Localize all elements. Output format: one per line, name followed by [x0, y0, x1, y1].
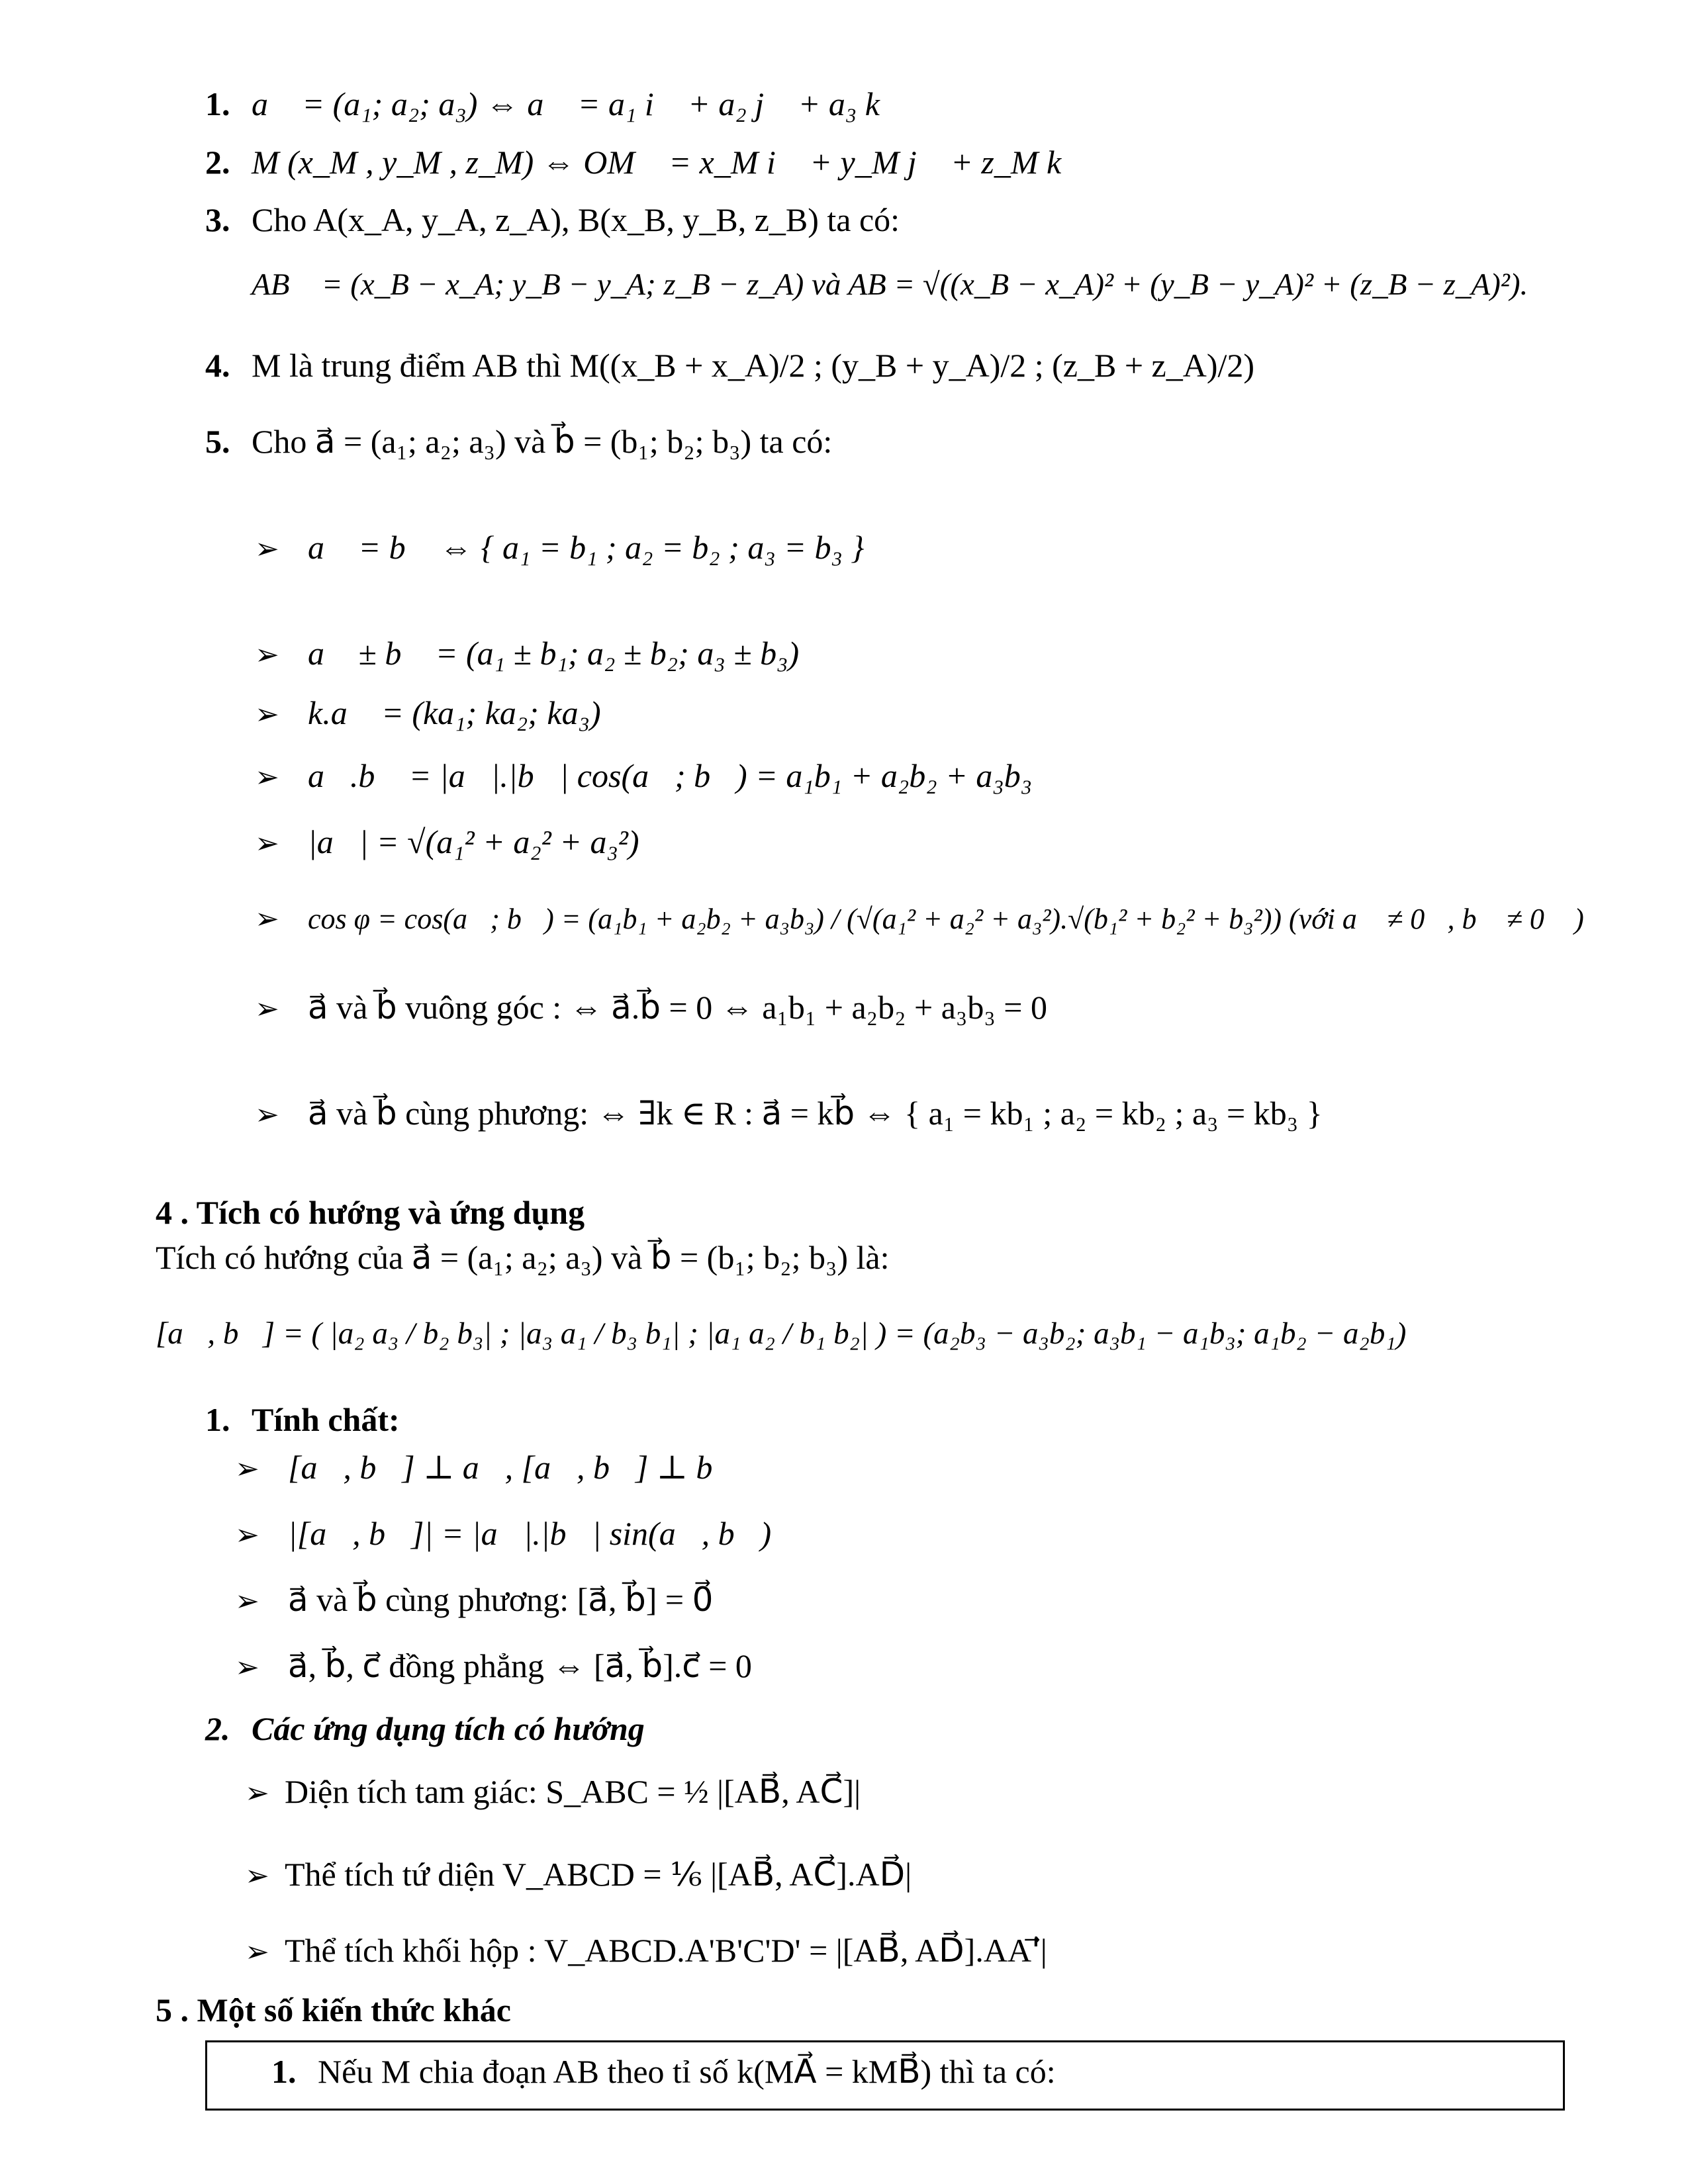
formula-text: AB⃗ = (x_B − x_A; y_B − y_A; z_B − z_A) và AB = √((x_B − x_A)² + (y_B − y_A)² + (z_B − z_A)²). [252, 267, 1528, 302]
bullet-item: ➢ cos φ = cos(a⃗; b⃗) = (a₁b₁ + a₂b₂ + a₃b₃) / (√(a₁² + a₂² + a₃²).√(b₁² + b₂² + b₃²)) (với a⃗ ≠ 0⃗, b⃗ ≠ 0⃗ ) [255, 903, 1584, 935]
bullet-item: ➢ [a⃗, b⃗] ⊥ a⃗, [a⃗, b⃗] ⊥ b⃗ [235, 1449, 739, 1486]
paragraph: Tích có hướng của a⃗ = (a₁; a₂; a₃) và b⃗ = (b₁; b₂; b₃) là: [156, 1239, 890, 1276]
subsection-heading: 1. Tính chất: [205, 1401, 400, 1438]
formula-text: M là trung điểm AB thì M((x_B + x_A)/2 ; (y_B + y_A)/2 ; (z_B + z_A)/2) [252, 347, 1255, 384]
list-item: 3. Cho A(x_A, y_A, z_A), B(x_B, y_B, z_B) ta có: [205, 201, 900, 238]
arrow-bullet-icon: ➢ [245, 1936, 269, 1968]
formula-text: Cho A(x_A, y_A, z_A), B(x_B, y_B, z_B) ta có: [252, 201, 900, 238]
arrow-bullet-icon: ➢ [235, 1519, 259, 1551]
section-heading: 4 . Tích có hướng và ứng dụng [156, 1194, 585, 1231]
boxed-note-text: 1. Nếu M chia đoạn AB theo tỉ số k(MA⃗ = kMB⃗) thì ta có: [271, 2053, 1056, 2090]
arrow-bullet-icon: ➢ [255, 761, 279, 794]
section-heading: 5 . Một số kiến thức khác [156, 1991, 511, 2028]
formula-text: M (x_M , y_M , z_M) ⇔ OM⃗ = x_M i⃗ + y_M j⃗ + z_M k⃗ [252, 144, 1088, 181]
bullet-item: ➢ k.a⃗ = (ka₁; ka₂; ka₃) [255, 694, 601, 731]
bullet-item: ➢ |a⃗| = √(a₁² + a₂² + a₃²) [255, 823, 639, 860]
bullet-item: ➢ Thể tích khối hộp : V_ABCD.A'B'C'D' = |[AB⃗, AD⃗].AA'⃗| [245, 1932, 1047, 1969]
list-item: 5. Cho a⃗ = (a₁; a₂; a₃) và b⃗ = (b₁; b₂; b₃) ta có: [205, 423, 833, 460]
arrow-bullet-icon: ➢ [255, 698, 279, 731]
formula-block: [a⃗, b⃗] = ( |a₂ a₃ / b₂ b₃| ; |a₃ a₁ / b₃ b₁| ; |a₁ a₂ / b₁ b₂| ) = (a₂b₃ − a₃b₂; a₃b₁ − a₁b₃; a₁b₂ − a₂b₁) [156, 1316, 1407, 1351]
arrow-bullet-icon: ➢ [235, 1453, 259, 1485]
bullet-item: ➢ a⃗ = b⃗ ⇔ { a₁ = b₁ ; a₂ = b₂ ; a₃ = b₃ } [255, 529, 865, 566]
list-item [252, 268, 1528, 302]
arrow-bullet-icon: ➢ [255, 533, 279, 565]
arrow-bullet-icon: ➢ [245, 1777, 269, 1809]
arrow-bullet-icon: ➢ [255, 903, 279, 935]
bullet-item: ➢ a⃗ và b⃗ cùng phương: [a⃗, b⃗] = 0⃗ [235, 1581, 714, 1618]
list-item: 1. a⃗ = (a₁; a₂; a₃) ⇔ a⃗ = a₁ i⃗ + a₂ j⃗ + a₃ k⃗ [205, 85, 906, 122]
arrow-bullet-icon: ➢ [245, 1860, 269, 1892]
arrow-bullet-icon: ➢ [255, 993, 279, 1025]
list-item: 4. M là trung điểm AB thì M((x_B + x_A)/2 ; (y_B + y_A)/2 ; (z_B + z_A)/2) [205, 347, 1255, 384]
bullet-item: ➢ a⃗ và b⃗ cùng phương: ⇔ ∃k ∈ R : a⃗ = kb⃗ ⇔ { a₁ = kb₁ ; a₂ = kb₂ ; a₃ = kb₃ } [255, 1095, 1323, 1132]
formula-text: Cho a⃗ = (a₁; a₂; a₃) và b⃗ = (b₁; b₂; b₃) ta có: [252, 423, 833, 460]
arrow-bullet-icon: ➢ [235, 1585, 259, 1617]
bullet-item: ➢ a⃗ và b⃗ vuông góc : ⇔ a⃗.b⃗ = 0 ⇔ a₁b₁ + a₂b₂ + a₃b₃ = 0 [255, 989, 1047, 1026]
bullet-item: ➢ |[a⃗, b⃗]| = |a⃗|.|b⃗| sin(a⃗, b⃗) [235, 1515, 772, 1552]
arrow-bullet-icon: ➢ [255, 827, 279, 860]
bullet-item: ➢ a⃗.b⃗ = |a⃗|.|b⃗| cos(a⃗; b⃗) = a₁b₁ + a₂b₂ + a₃b₃ [255, 757, 1033, 794]
list-item: 2. M (x_M , y_M , z_M) ⇔ OM⃗ = x_M i⃗ + y_M j⃗ + z_M k⃗ [205, 144, 1088, 181]
formula-text: a⃗ = (a₁; a₂; a₃) ⇔ a⃗ = a₁ i⃗ + a₂ j⃗ + a₃ k⃗ [252, 85, 906, 122]
arrow-bullet-icon: ➢ [255, 639, 279, 671]
bullet-item: ➢ Diện tích tam giác: S_ABC = ½ |[AB⃗, AC⃗]| [245, 1773, 861, 1810]
subsection-heading: 2. Các ứng dụng tích có hướng [205, 1710, 645, 1747]
arrow-bullet-icon: ➢ [255, 1099, 279, 1131]
arrow-bullet-icon: ➢ [235, 1651, 259, 1684]
bullet-item: ➢ a⃗ ± b⃗ = (a₁ ± b₁; a₂ ± b₂; a₃ ± b₃) [255, 635, 800, 672]
bullet-item: ➢ Thể tích tứ diện V_ABCD = ⅙ |[AB⃗, AC⃗].AD⃗| [245, 1856, 912, 1893]
bullet-item: ➢ a⃗, b⃗, c⃗ đồng phẳng ⇔ [a⃗, b⃗].c⃗ = 0 [235, 1647, 752, 1684]
